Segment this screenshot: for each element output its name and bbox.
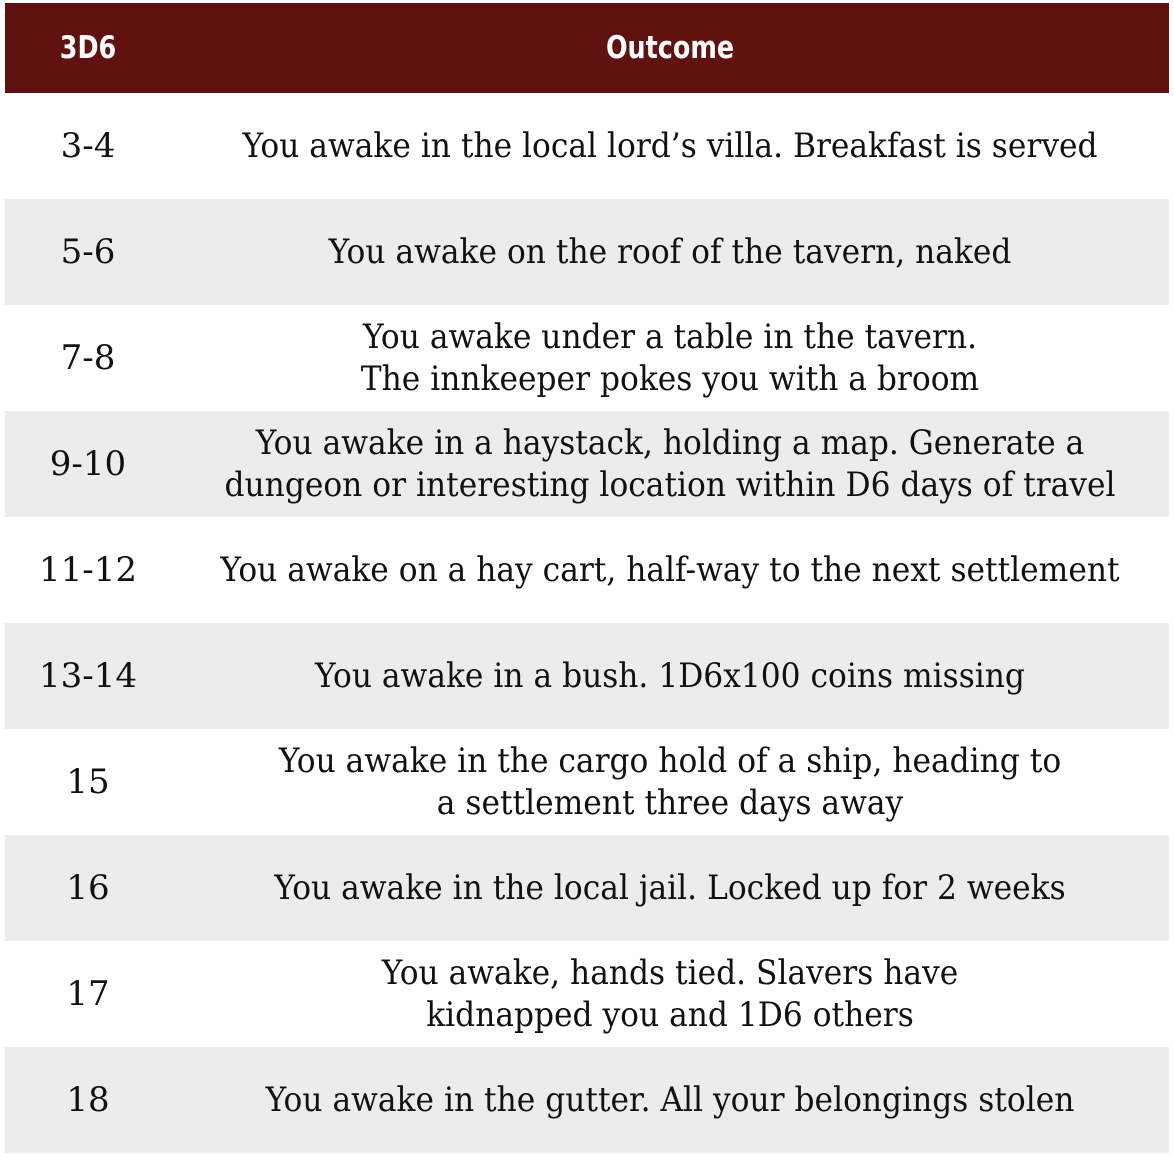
table-row — [5, 305, 1169, 411]
header-outcome: Outcome — [605, 30, 735, 66]
row-outcome: You awake in a bush. 1D6x100 coins missing — [315, 656, 1025, 696]
row-roll: 11-12 — [38, 550, 137, 590]
header-roll: 3D6 — [59, 30, 117, 66]
row-roll: 5-6 — [60, 232, 116, 272]
table-row — [5, 835, 1169, 941]
table-row — [5, 729, 1169, 835]
row-outcome: You awake on the roof of the tavern, naked — [328, 232, 1012, 272]
row-outcome: You awake on a hay cart, half-way to the next settlement — [220, 550, 1120, 590]
row-outcome: You awake in a haystack, holding a map. Generate a dungeon or interesting location within D6 days of travel — [224, 423, 1116, 505]
row-outcome: You awake in the gutter. All your belongings stolen — [265, 1080, 1075, 1120]
table-row — [5, 517, 1169, 623]
row-outcome: You awake in the local lord’s villa. Breakfast is served — [242, 126, 1098, 166]
row-roll: 18 — [66, 1080, 110, 1120]
row-roll: 16 — [66, 868, 110, 908]
table-header — [5, 3, 1169, 93]
table-row — [5, 1047, 1169, 1153]
row-roll: 7-8 — [60, 338, 116, 378]
row-outcome: You awake under a table in the tavern. The innkeeper pokes you with a broom — [360, 317, 980, 399]
row-roll: 3-4 — [60, 126, 116, 166]
row-roll: 13-14 — [38, 656, 137, 696]
outcome-table — [5, 3, 1169, 1153]
table-row — [5, 199, 1169, 305]
table-row — [5, 93, 1169, 199]
row-roll: 15 — [66, 762, 110, 802]
row-roll: 9-10 — [49, 444, 127, 484]
table-row — [5, 941, 1169, 1047]
table-row — [5, 411, 1169, 517]
table-row — [5, 623, 1169, 729]
row-outcome: You awake in the cargo hold of a ship, heading to a settlement three days away — [278, 741, 1062, 823]
row-outcome: You awake, hands tied. Slavers have kidnapped you and 1D6 others — [381, 953, 959, 1035]
row-outcome: You awake in the local jail. Locked up for 2 weeks — [274, 868, 1066, 908]
row-roll: 17 — [66, 974, 110, 1014]
